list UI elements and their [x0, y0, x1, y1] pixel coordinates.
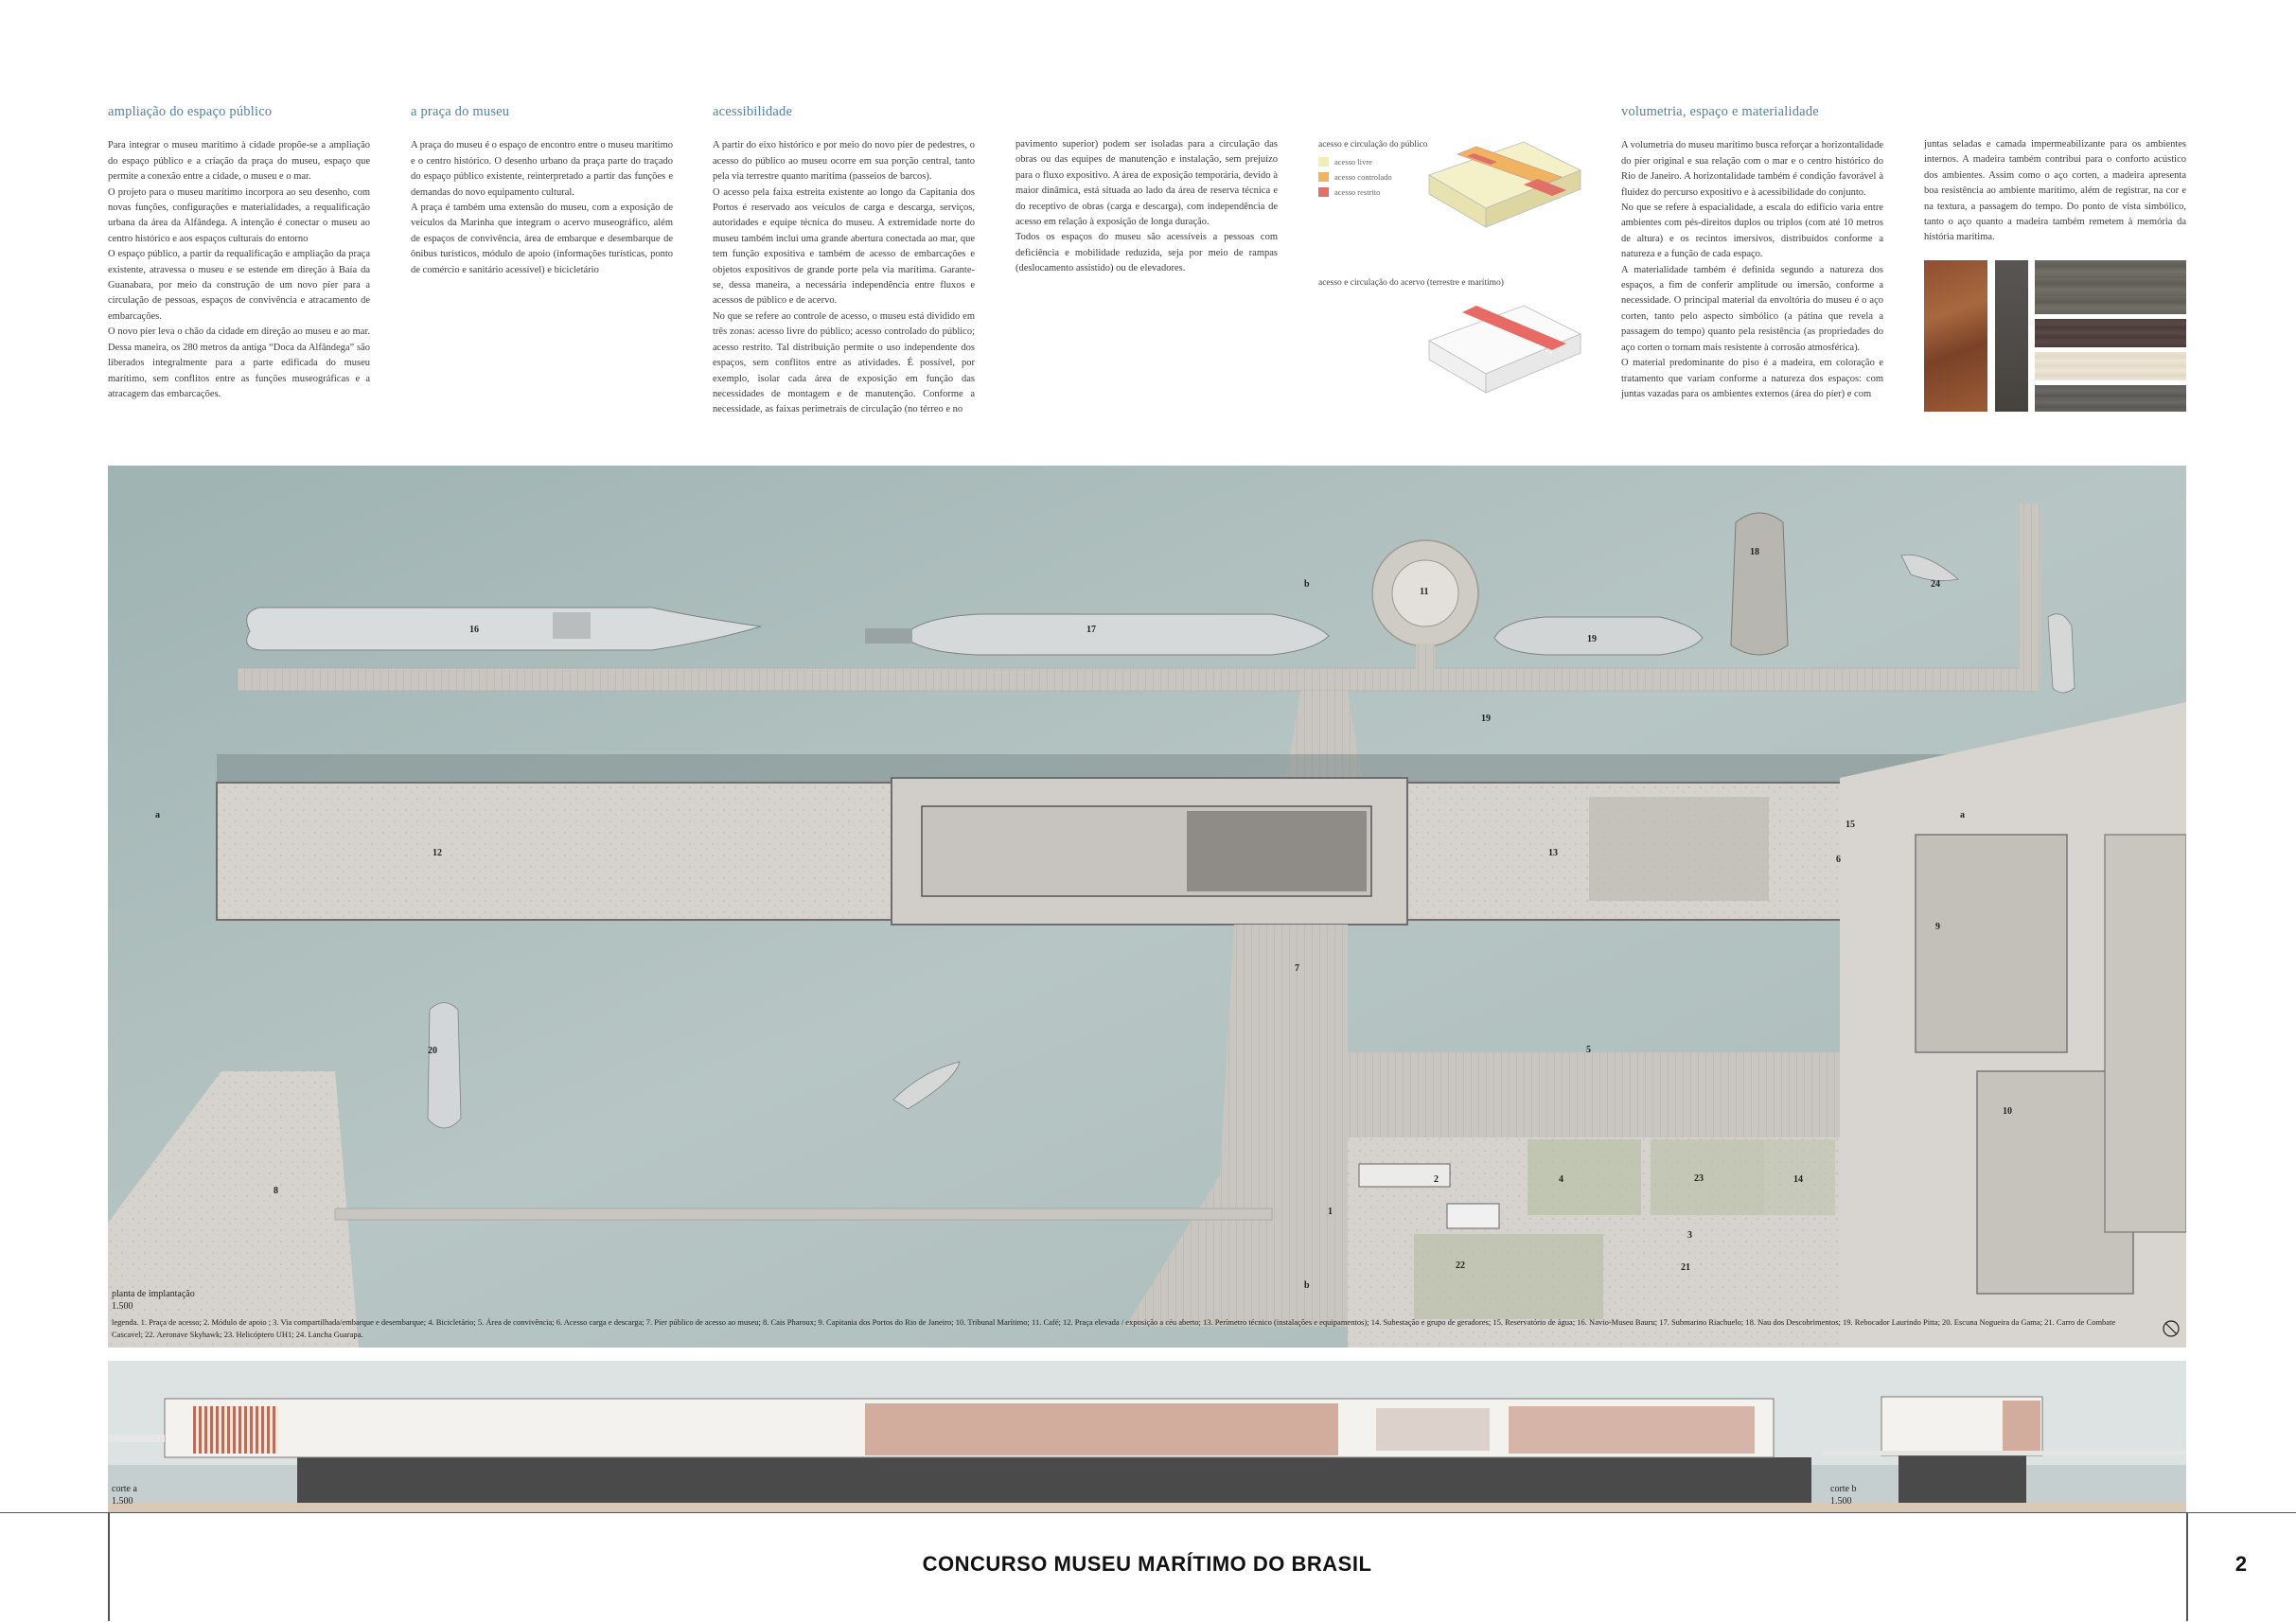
section-a-scale: 1.500 — [112, 1496, 133, 1507]
collection-access-axonometric — [1410, 298, 1590, 402]
plan-label: 4 — [1559, 1174, 1563, 1185]
plan-label: 12 — [433, 848, 442, 858]
ship-18 — [1731, 513, 1788, 655]
column-accessibility — [713, 104, 975, 418]
paragraph: A volumetria do museu marítimo busca reforçar a horizontalidade do píer original e sua relação com o mar e o centro histórico do Rio de Janeiro. A horizontalidade também é condição favorável à fluidez do percurso expositivo e à acessibilidade do conjunto. — [1621, 140, 1883, 198]
material-dark-metal — [1995, 260, 2028, 412]
heading-accessibility: acessibilidade — [713, 104, 793, 119]
plan-label: 24 — [1931, 579, 1940, 590]
plan-title: planta de implantação — [112, 1289, 195, 1299]
paragraph: O material predominante do piso é a madeira, em coloração e tratamento que variam conforme a natureza dos espaços: com juntas vazadas para os ambientes externos (área do píer) e com — [1621, 358, 1883, 399]
material-grey-deck — [2035, 385, 2186, 412]
plan-label: 6 — [1836, 855, 1841, 865]
key-label: acesso controlado — [1334, 172, 1392, 182]
boat-small — [2048, 614, 2075, 693]
legend-key-restricted — [1318, 187, 1380, 197]
section-mark: a — [1960, 810, 1965, 820]
pier-extension — [2020, 503, 2040, 691]
column-volumetry — [1621, 104, 1883, 402]
paragraph: No que se refere à espacialidade, a escala do edifício varia entre ambientes com pés-direitos duplos ou triplos (com até 10 metros de altura) e os recintos imersivos, distribuídos conforme a natureza e a função de cada espaço. — [1621, 203, 1883, 260]
key-label: acesso restrito — [1334, 187, 1381, 197]
paragraph: A praça do museu é o espaço de encontro entre o museu marítimo e o centro histórico. O desenho urbano da praça parte do traçado do espaço público existente, reinterpretado a partir das funções e demandas do novo equipamento cultural. — [411, 140, 673, 198]
plan-label: 11 — [1420, 587, 1429, 597]
corten-panel — [865, 1403, 1338, 1455]
paragraph: Todos os espaços do museu são acessíveis a pessoas com deficiência e mobilidade reduzida, seja por meio de rampas (deslocamento assistido) ou de elevadores. — [1016, 232, 1278, 274]
diagram-public-title: acesso e circulação do público — [1318, 140, 1428, 150]
heading-public-space: ampliação do espaço público — [108, 104, 273, 119]
plan-label: 14 — [1793, 1174, 1803, 1185]
plan-label: 13 — [1548, 848, 1558, 858]
exhibit-grid — [1187, 811, 1367, 891]
material-dark-wood — [2035, 319, 2186, 347]
swatch-free — [1318, 157, 1329, 167]
public-access-axonometric — [1410, 137, 1590, 237]
seating-grid — [1589, 797, 1769, 901]
legend-key-free — [1318, 157, 1372, 167]
ship-17 — [903, 614, 1329, 655]
plan-label: 21 — [1681, 1262, 1690, 1273]
north-pier — [238, 668, 2036, 691]
plan-label: 5 — [1586, 1045, 1591, 1055]
column-materials — [1924, 137, 2186, 246]
section-mark: b — [1304, 1280, 1310, 1291]
building-east — [2105, 835, 2186, 1232]
plan-label: 15 — [1846, 820, 1855, 830]
plan-label: 18 — [1750, 547, 1759, 557]
legend-key-controlled — [1318, 172, 1392, 182]
plan-label: 16 — [469, 625, 479, 635]
section-b-label: corte b — [1830, 1484, 1857, 1494]
corten-panel — [1509, 1406, 1755, 1454]
key-label: acesso livre — [1334, 157, 1372, 167]
paragraph: O acesso pela faixa estreita existente ao longo da Capitania dos Portos é reservado aos veículos de carga e descarga, serviços, autoridades e equipe técnica do museu. A extremidade norte do museu também inclui uma grande abertura conectada ao mar, que tem função expositiva e também de acesso de embarcações e objetos expositivos de grande porte pela via marítima. Garante-se, dessa maneira, a necessária independência entre fluxos e acessos de público e de acervo. — [713, 186, 975, 307]
site-plan — [108, 466, 2186, 1348]
corten-panel — [193, 1406, 278, 1454]
plan-label: 10 — [2003, 1106, 2012, 1117]
plan-label: 22 — [1456, 1261, 1465, 1271]
swatch-restricted — [1318, 187, 1329, 197]
footer-title: CONCURSO MUSEU MARÍTIMO DO BRASIL — [922, 1552, 1372, 1576]
paragraph: A materialidade também é definida segundo a natureza dos espaços, a fim de conferir amplitude ou imersão, conforme a necessidade. O principal material da envoltória do museu é o aço corten, tanto pelo aspecto simbólico (a pátina que revela a passagem do tempo) quanto pela resistência (as propriedades do aço corten o tornam mais resistente à corrosão atmosférica). — [1621, 264, 1883, 353]
plan-label: 17 — [1086, 625, 1096, 635]
green-area-23 — [1651, 1139, 1764, 1215]
schooner-20 — [428, 1003, 461, 1129]
heading-volumetry: volumetria, espaço e materialidade — [1621, 104, 1819, 119]
paragraph: Para integrar o museu marítimo à cidade propõe-se a ampliação do espaço público e a criação da praça do museu, espaço que permite a conexão entre a cidade, o museu e o mar. — [108, 140, 370, 183]
green-area-4 — [1528, 1139, 1641, 1215]
section-b-base — [1899, 1455, 2026, 1503]
heading-museum-square: a praça do museu — [411, 104, 510, 119]
material-corten — [1924, 260, 1987, 412]
building-9 — [1916, 835, 2067, 1052]
section-a-base — [297, 1457, 1811, 1503]
corten-panel — [1376, 1408, 1490, 1451]
column-public-space — [108, 104, 370, 402]
plan-label: 2 — [1434, 1174, 1439, 1185]
column-accessibility-cont — [1016, 137, 1278, 277]
paragraph: A praça é também uma extensão do museu, com a exposição de veículos da Marinha que integram o acervo museográfico, além de espaços de convivência, área de embarque e desembarque de ônibus turísticos, módulo de apoio (informações turísticas, ponto de comércio e sanitário acessível) e bicicletário — [411, 203, 673, 275]
paragraph: juntas seladas e camada impermeabilizante para os ambientes internos. A madeira também contribui para o conforto acústico dos ambientes. Assim como o aço corten, a madeira apresenta boa resistência ao ambiente marítimo, além de registrar, na cor e na textura, a passagem do tempo. Do ponto de vista simbólico, tanto o aço quanto a madeira também remetem à memória da história marítima. — [1924, 139, 2186, 243]
plan-label: 19 — [1481, 714, 1491, 724]
plan-label: 8 — [274, 1186, 278, 1196]
plan-label: 20 — [428, 1046, 437, 1056]
section-b-scale: 1.500 — [1830, 1496, 1852, 1507]
convivence-deck — [1348, 1052, 1840, 1137]
ship-16 — [247, 608, 761, 650]
plan-label: 23 — [1694, 1173, 1704, 1184]
paragraph: A partir do eixo histórico e por meio do novo píer de pedestres, o acesso do público ao museu ocorre em sua porção central, tanto pela via terrestre quanto marítima (passeios de barcos). — [713, 140, 975, 183]
plan-label: 19 — [1587, 634, 1597, 644]
plan-label: 1 — [1328, 1207, 1333, 1217]
plan-scale: 1.500 — [112, 1301, 133, 1312]
paragraph: pavimento superior) podem ser isoladas para a circulação das obras ou das equipes de manutenção e instalação, sem prejuízo para o fluxo expositivo. A área de exposição temporária, devido à maior dinâmica, está situada ao lado da área de reserva técnica e do receptivo de obras (carga e descarga), com independência de acesso em relação à exposição de longa duração. — [1016, 139, 1278, 228]
paragraph: O espaço público, a partir da requalificação e ampliação da praça existente, atravessa o museu e se estende em direção à Baía da Guanabara, por meio da construção de um novo píer para a circulação de pessoas, espaços de convivência e atracamento de embarcações. — [108, 249, 370, 322]
page-number: 2 — [2234, 1552, 2248, 1576]
section-b-drawing — [1823, 1361, 2186, 1512]
plan-legend: legenda. 1. Praça de acesso; 2. Módulo de apoio ; 3. Via compartilhada/embarque e desembarque; 4. Bicicletário; 5. Área de convivência; 6. Acesso carga e descarga; 7. Píer público de acesso ao museu; 8. Cais Pharoux; 9. Capitania dos Portos do Rio de Janeiro; 10. Tribunal Marítimo; 11. Café; 12. Praça elevada / exposição a céu aberto; 13. Perímetro técnico (instalações e equipamentos); 14. Subestação e grupo de geradores; 15. Reservatório de água; 16. Navio-Museu Bauru; 17. Submarino Riachuelo; 18. Nau dos Descobrimentos; 19. Rebocador Laurindo Pitta; 20. Escuna Nogueira da Gama; 21. Carro de Combate Cascavel; 22. Aeronave Skyhawk; 23. Helicóptero UH1; 24. Lancha Guarapa. — [112, 1317, 2116, 1339]
plan-label: 7 — [1295, 963, 1299, 974]
material-grey-wood — [2035, 260, 2186, 314]
section-mark: a — [155, 810, 160, 820]
swatch-controlled — [1318, 172, 1329, 182]
diagram-collection-title: acesso e circulação do acervo (terrestre e marítimo) — [1318, 278, 1504, 288]
plan-label: 9 — [1935, 922, 1940, 932]
section-a-drawing — [108, 1361, 1837, 1512]
paragraph: O projeto para o museu marítimo incorpora ao seu desenho, com novas funções, configurações e materialidades, a requalificação urbana da área da Alfândega. A intenção é conectar o museu ao centro histórico e aos espaços culturais do entorno — [108, 186, 370, 244]
south-wall — [335, 1208, 1272, 1220]
paragraph: O novo píer leva o chão da cidade em direção ao museu e ao mar. Dessa maneira, os 280 metros da antiga “Doca da Alfândega” são liberados integralmente para a parte edificada do museu marítimo, sem conflitos entre as funções museográficas e a atracagem das embarcações. — [108, 326, 370, 399]
column-museum-square — [411, 104, 673, 278]
section-a-label: corte a — [112, 1484, 137, 1494]
plan-label: 3 — [1687, 1230, 1692, 1241]
green-area-22 — [1414, 1234, 1603, 1319]
ship-19 — [1494, 617, 1703, 655]
paragraph: No que se refere ao controle de acesso, o museu está dividido em três zonas: acesso livre do público; acesso controlado do público; acesso restrito. Tal distribuição permite o uso independente dos espaços, sem conflitos entre as atividades. É possível, por exemplo, isolar cada área de exposição em função das necessidades de montagem e de manutenção. Conforme a necessidade, as faixas perimetrais de circulação (no térreo e no — [713, 310, 975, 415]
museum-block-12 — [217, 783, 892, 920]
section-mark: b — [1304, 579, 1310, 590]
material-light-wood — [2035, 352, 2186, 380]
